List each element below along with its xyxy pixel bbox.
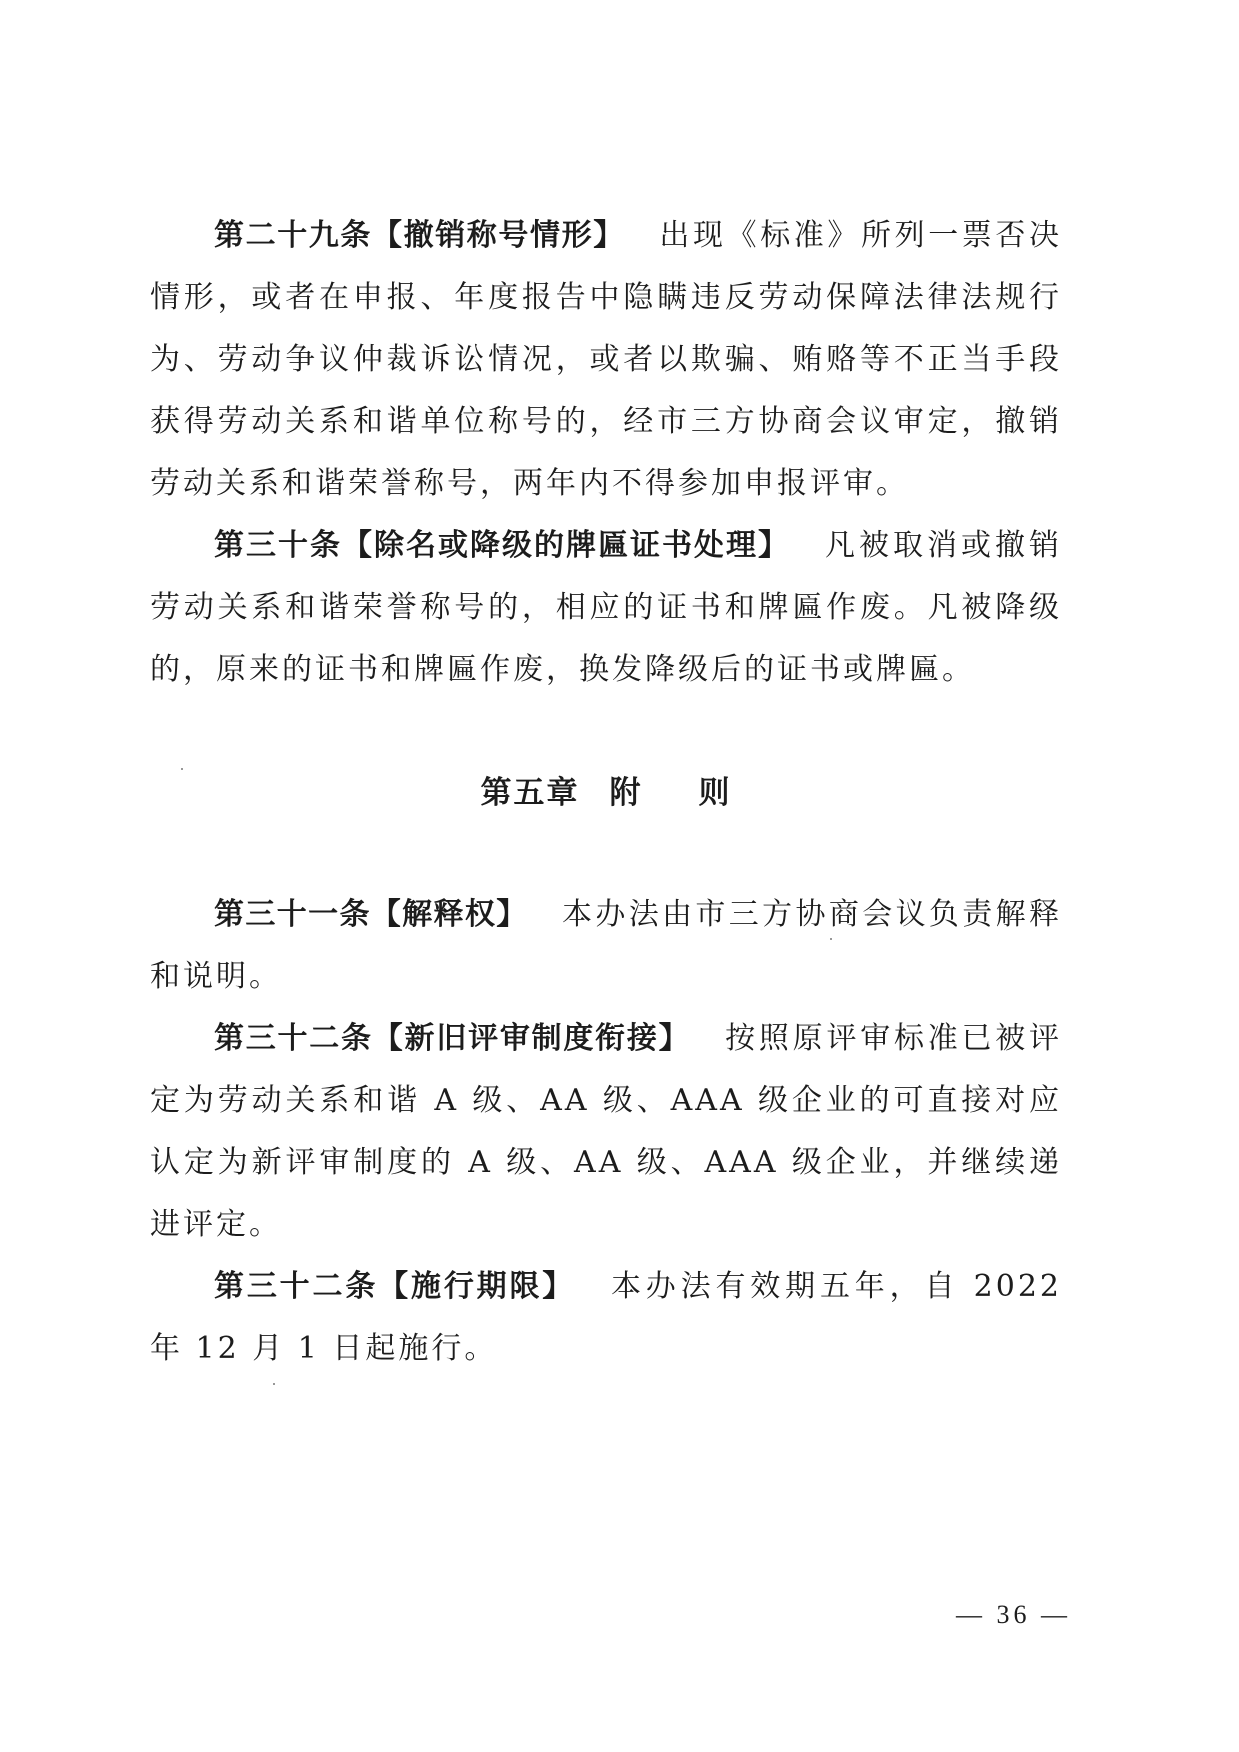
page-number: — 36 — [956, 1600, 1071, 1629]
article-31 [150, 884, 1062, 1008]
article-29 [150, 205, 1062, 515]
chapter-title-part2: 则 [698, 775, 732, 811]
article-body: 按照原评审标准已被评定为劳动关系和谐 A 级、AA 级、AAA 级企业的可直接对应认定为新评审制度的 A 级、AA 级、AAA 级企业，并继续递进评定。 [150, 1021, 1063, 1242]
article-32 [150, 1008, 1062, 1256]
article-body: 本办法有效期五年，自 2022 年 12 月 1 日起施行。 [150, 1269, 1062, 1366]
article-body: 出现《标准》所列一票否决情形，或者在申报、年度报告中隐瞒违反劳动保障法律法规行为、劳动争议仲裁诉讼情况，或者以欺骗、贿赂等不正当手段获得劳动关系和谐单位称号的，经市三方协商会议审定，撤销劳动关系和谐荣誉称号，两年内不得参加申报评审。 [150, 218, 1063, 501]
article-body: 本办法由市三方协商会议负责解释和说明。 [150, 897, 1063, 994]
article-heading: 第三十二条【施行期限】 [214, 1269, 576, 1304]
article-heading: 第二十九条【撤销称号情形】 [214, 218, 625, 253]
scan-speck [273, 1383, 275, 1385]
article-heading: 第三十条【除名或降级的牌匾证书处理】 [214, 528, 790, 563]
chapter-title [150, 767, 1062, 812]
chapter-title-part1: 附 [609, 775, 643, 811]
page-content [150, 205, 1062, 1380]
scan-speck [181, 768, 183, 770]
chapter-number: 第五章 [480, 775, 580, 811]
article-30 [150, 515, 1062, 701]
scan-speck [830, 938, 832, 940]
article-33 [150, 1256, 1062, 1380]
article-heading: 第三十一条【解释权】 [214, 897, 528, 932]
article-heading: 第三十二条【新旧评审制度衔接】 [214, 1021, 691, 1056]
article-body: 凡被取消或撤销劳动关系和谐荣誉称号的，相应的证书和牌匾作废。凡被降级的，原来的证书和牌匾作废，换发降级后的证书或牌匾。 [150, 528, 1062, 687]
